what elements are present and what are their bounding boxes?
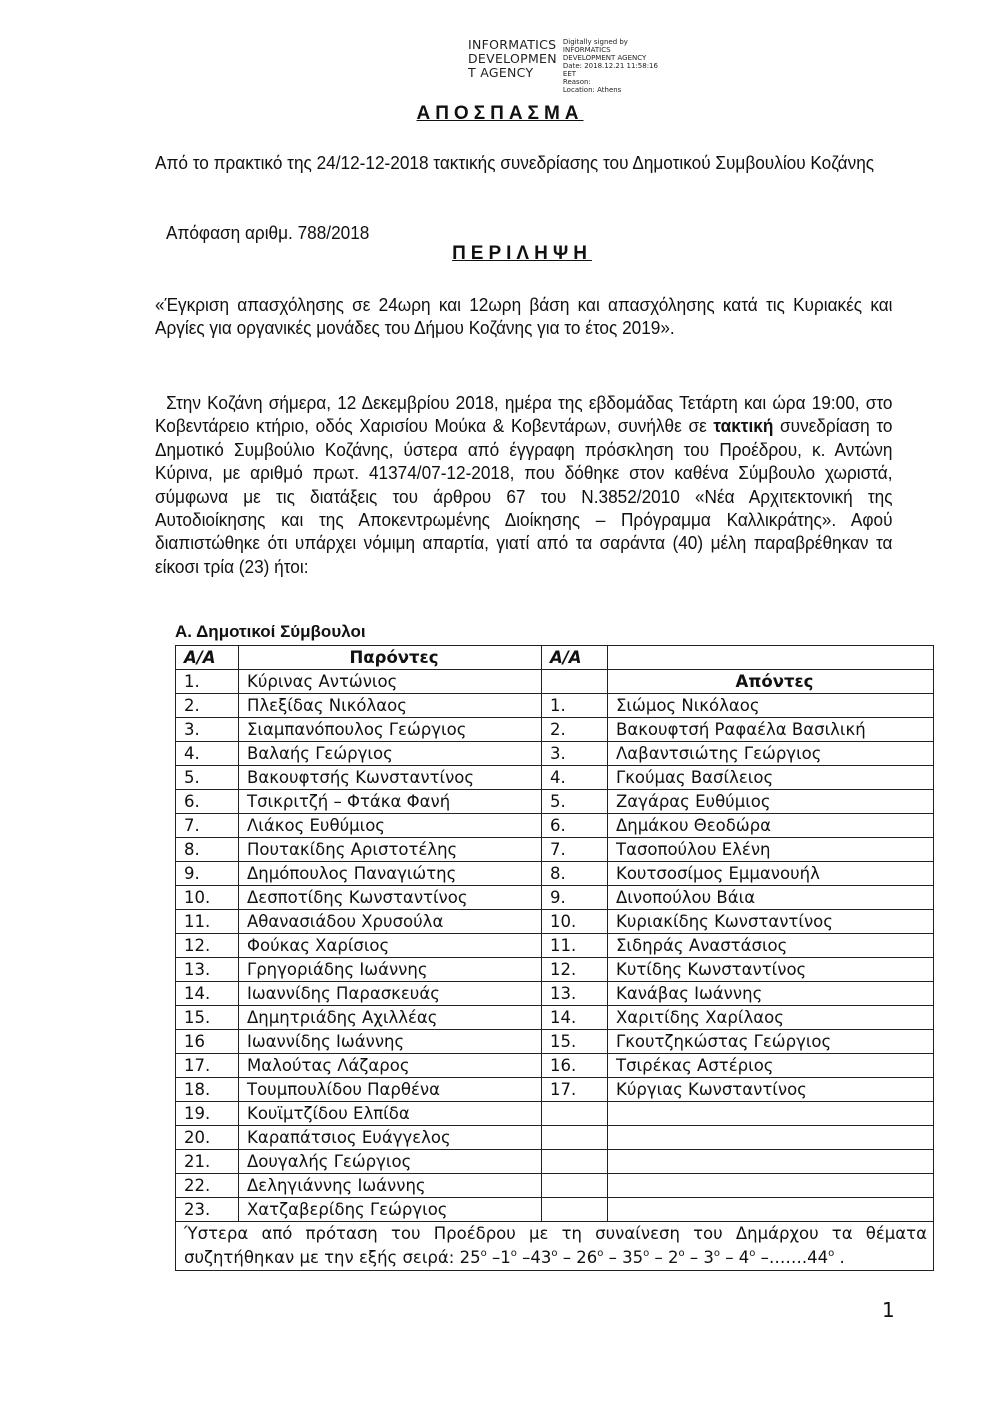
agenda-item-number: 44 bbox=[807, 1248, 829, 1267]
absent-name: Κύργιας Κωνσταντίνος bbox=[608, 1078, 934, 1102]
agenda-separator: – bbox=[486, 1248, 501, 1267]
absent-number: 14. bbox=[542, 1006, 608, 1030]
absent-number: 9. bbox=[542, 886, 608, 910]
meeting-paragraph: Στην Κοζάνη σήμερα, 12 Δεκεμβρίου 2018, ημέρα της εβδομάδας Τετάρτη και ώρα 19:00, στο Κοβεντάρειο κτήριο, οδός Χαρισίου Μούκα & Κοβεντάρων, συνήλθε σε τακτική συνεδρίαση το Δημοτικό Συμβούλιο Κοζάνης, ύστερα από έγγραφη πρόσκληση του Προέδρου, κ. Αντώνη Κύρινα, με αριθμό πρωτ. 41374/07-12-2018, που δόθηκε στον καθένα Σύμβουλο χωριστά, σύμφωνα με τις διατάξεις του άρθρου 67 του Ν.3852/2010 «Νέα Αρχιτεκτονική της Αυτοδιοίκησης και της Αποκεντρωμένης Διοίκησης – Πρόγραμμα Καλλικράτης». Αφού διαπιστώθηκε ότι υπάρχει νόμιμη απαρτία, γιατί από τα σαράντα (40) μέλη παραβρέθηκαν τα είκοσι τρία (23) ήτοι: bbox=[155, 392, 893, 577]
absent-number: 16. bbox=[542, 1054, 608, 1078]
present-name: Πουτακίδης Αριστοτέλης bbox=[239, 838, 542, 862]
absent-number: 5. bbox=[542, 790, 608, 814]
present-number: 15. bbox=[176, 1006, 239, 1030]
agenda-item-number: 1 bbox=[500, 1248, 511, 1267]
absent-name: Γκούμας Βασίλειος bbox=[608, 766, 934, 790]
table-row bbox=[176, 1078, 934, 1102]
present-name: Δουγαλής Γεώργιος bbox=[239, 1150, 542, 1174]
present-number: 9. bbox=[176, 862, 239, 886]
table-row bbox=[176, 1150, 934, 1174]
table-header-row bbox=[176, 646, 934, 670]
present-number: 8. bbox=[176, 838, 239, 862]
absent-number: 3. bbox=[542, 742, 608, 766]
ordinal-marker: ο bbox=[510, 1248, 517, 1259]
absent-name: Χαριτίδης Χαρίλαος bbox=[608, 1006, 934, 1030]
agenda-separator: – bbox=[649, 1248, 668, 1267]
present-name: Γρηγοριάδης Ιωάννης bbox=[239, 958, 542, 982]
council-members-table bbox=[175, 645, 934, 1271]
present-number: 7. bbox=[176, 814, 239, 838]
absent-number: 1. bbox=[542, 694, 608, 718]
present-number: 19. bbox=[176, 1102, 239, 1126]
present-number: 14. bbox=[176, 982, 239, 1006]
absent-number bbox=[542, 1150, 608, 1174]
header-present: Παρόντες bbox=[239, 646, 542, 670]
document-title: ΑΠΟΣΠΑΣΜΑ bbox=[416, 103, 584, 124]
present-number: 10. bbox=[176, 886, 239, 910]
agenda-item-number: 3 bbox=[703, 1248, 714, 1267]
table-row bbox=[176, 1006, 934, 1030]
present-number: 3. bbox=[176, 718, 239, 742]
ordinal-marker: ο bbox=[551, 1248, 558, 1259]
present-number: 11. bbox=[176, 910, 239, 934]
table-row bbox=[176, 1198, 934, 1222]
table-row bbox=[176, 1030, 934, 1054]
absent-number: 13. bbox=[542, 982, 608, 1006]
agenda-separator: – bbox=[719, 1248, 739, 1267]
absent-name bbox=[608, 1174, 934, 1198]
agenda-item-number: 43 bbox=[530, 1248, 552, 1267]
ordinal-marker: ο bbox=[597, 1248, 604, 1259]
table-row bbox=[176, 910, 934, 934]
absent-number: 12. bbox=[542, 958, 608, 982]
absent-name: Δινοπούλου Βάια bbox=[608, 886, 934, 910]
present-number: 6. bbox=[176, 790, 239, 814]
decision-number: Απόφαση αριθμ. 788/2018 bbox=[166, 222, 370, 243]
present-name: Δημόπουλος Παναγιώτης bbox=[239, 862, 542, 886]
present-number: 18. bbox=[176, 1078, 239, 1102]
table-row bbox=[176, 670, 934, 694]
ordinal-marker: ο bbox=[828, 1248, 835, 1259]
absent-number bbox=[542, 670, 608, 694]
present-number: 12. bbox=[176, 934, 239, 958]
absent-number: 8. bbox=[542, 862, 608, 886]
present-name: Βακουφτσής Κωνσταντίνος bbox=[239, 766, 542, 790]
present-name: Φούκας Χαρίσιος bbox=[239, 934, 542, 958]
present-name: Δεσποτίδης Κωνσταντίνος bbox=[239, 886, 542, 910]
absent-number: 10. bbox=[542, 910, 608, 934]
present-number: 20. bbox=[176, 1126, 239, 1150]
present-name: Δημητριάδης Αχιλλέας bbox=[239, 1006, 542, 1030]
absent-name: Κυριακίδης Κωνσταντίνος bbox=[608, 910, 934, 934]
table-row bbox=[176, 982, 934, 1006]
intro-paragraph: Από το πρακτικό της 24/12-12-2018 τακτικής συνεδρίασης του Δημοτικού Συμβουλίου Κοζάνης bbox=[155, 152, 875, 173]
absent-name: Κανάβας Ιωάννης bbox=[608, 982, 934, 1006]
header-aa-present: Α/Α bbox=[176, 646, 239, 670]
table-row bbox=[176, 766, 934, 790]
table-row bbox=[176, 742, 934, 766]
absent-name: Σιώμος Νικόλαος bbox=[608, 694, 934, 718]
present-name: Τουμπουλίδου Παρθένα bbox=[239, 1078, 542, 1102]
absent-number: 11. bbox=[542, 934, 608, 958]
ordinal-marker: ο bbox=[749, 1248, 756, 1259]
page-number: 1 bbox=[882, 1298, 895, 1322]
present-number: 23. bbox=[176, 1198, 239, 1222]
summary-title: ΠΕΡΙΛΗΨΗ bbox=[452, 243, 592, 264]
header-empty bbox=[608, 646, 934, 670]
agenda-item-number: 4 bbox=[738, 1248, 750, 1267]
absent-number bbox=[542, 1102, 608, 1126]
section-title-council: Α. Δημοτικοί Σύμβουλοι bbox=[175, 622, 366, 641]
agenda-separator: – bbox=[603, 1248, 623, 1267]
table-row bbox=[176, 862, 934, 886]
absent-name bbox=[608, 1102, 934, 1126]
ordinal-marker: ο bbox=[480, 1248, 487, 1259]
present-number: 16 bbox=[176, 1030, 239, 1054]
present-name: Σιαμπανόπουλος Γεώργιος bbox=[239, 718, 542, 742]
table-row bbox=[176, 718, 934, 742]
present-name: Ιωαννίδης Παρασκευάς bbox=[239, 982, 542, 1006]
signature-organization: INFORMATICS DEVELOPMEN T AGENCY bbox=[468, 37, 557, 80]
absent-name bbox=[608, 1198, 934, 1222]
agenda-item-number: 26 bbox=[576, 1248, 598, 1267]
present-number: 13. bbox=[176, 958, 239, 982]
table-row bbox=[176, 790, 934, 814]
agenda-separator: – bbox=[516, 1248, 531, 1267]
present-name: Αθανασιάδου Χρυσούλα bbox=[239, 910, 542, 934]
agenda-order-note bbox=[176, 1222, 934, 1271]
present-number: 17. bbox=[176, 1054, 239, 1078]
agenda-item-number: 25 bbox=[459, 1248, 481, 1267]
ordinal-marker: ο bbox=[678, 1248, 685, 1259]
present-name: Τσικριτζή – Φτάκα Φανή bbox=[239, 790, 542, 814]
present-name: Καραπάτσιος Ευάγγελος bbox=[239, 1126, 542, 1150]
absent-name: Τσιρέκας Αστέριος bbox=[608, 1054, 934, 1078]
summary-text: «Έγκριση απασχόλησης σε 24ωρη και 12ωρη βάση και απασχόλησης κατά τις Κυριακές και Αργίες για οργανικές μονάδες του Δήμου Κοζάνης για το έτος 2019». bbox=[155, 294, 893, 339]
present-number: 5. bbox=[176, 766, 239, 790]
absent-name: Λαβαντσιώτης Γεώργιος bbox=[608, 742, 934, 766]
present-name: Δεληγιάννης Ιωάννης bbox=[239, 1174, 542, 1198]
absent-number bbox=[542, 1174, 608, 1198]
present-name: Κύρινας Αντώνιος bbox=[239, 670, 542, 694]
absent-name: Κυτίδης Κωνσταντίνος bbox=[608, 958, 934, 982]
absent-name: Γκουτζηκώστας Γεώργιος bbox=[608, 1030, 934, 1054]
table-row bbox=[176, 1102, 934, 1126]
absent-number: 2. bbox=[542, 718, 608, 742]
present-number: 4. bbox=[176, 742, 239, 766]
present-number: 21. bbox=[176, 1150, 239, 1174]
present-number: 2. bbox=[176, 694, 239, 718]
table-footer-row bbox=[176, 1222, 934, 1271]
absent-name bbox=[608, 1150, 934, 1174]
absent-number: 17. bbox=[542, 1078, 608, 1102]
table-row bbox=[176, 934, 934, 958]
header-aa-absent: Α/Α bbox=[542, 646, 608, 670]
present-name: Πλεξίδας Νικόλαος bbox=[239, 694, 542, 718]
table-row bbox=[176, 1054, 934, 1078]
absent-number: 4. bbox=[542, 766, 608, 790]
absent-number: 15. bbox=[542, 1030, 608, 1054]
absent-name: Ζαγάρας Ευθύμιος bbox=[608, 790, 934, 814]
absent-name: Κουτσοσίμος Εμμανουήλ bbox=[608, 862, 934, 886]
present-name: Μαλούτας Λάζαρος bbox=[239, 1054, 542, 1078]
absent-name: Τασοπούλου Ελένη bbox=[608, 838, 934, 862]
present-name: Χατζαβερίδης Γεώργιος bbox=[239, 1198, 542, 1222]
absent-number bbox=[542, 1126, 608, 1150]
absent-number bbox=[542, 1198, 608, 1222]
digital-signature bbox=[468, 38, 658, 94]
agenda-item-number: 2 bbox=[667, 1248, 679, 1267]
table-row bbox=[176, 1126, 934, 1150]
agenda-order-text: Ύστερα από πρόταση του Προέδρου με τη συναίνεση του Δημάρχου τα θέματα συζητήθηκαν με την εξής σειρά: bbox=[184, 1224, 927, 1267]
header-absent: Απόντες bbox=[608, 670, 934, 694]
table-row bbox=[176, 1174, 934, 1198]
agenda-item-number: 35 bbox=[622, 1248, 644, 1267]
table-row bbox=[176, 694, 934, 718]
present-name: Λιάκος Ευθύμιος bbox=[239, 814, 542, 838]
ordinal-marker: ο bbox=[713, 1248, 720, 1259]
ordinal-marker: ο bbox=[643, 1248, 650, 1259]
agenda-separator: . bbox=[834, 1248, 845, 1267]
table-row bbox=[176, 886, 934, 910]
present-name: Ιωαννίδης Ιωάννης bbox=[239, 1030, 542, 1054]
absent-number: 7. bbox=[542, 838, 608, 862]
table-row bbox=[176, 814, 934, 838]
present-name: Κουϊμτζίδου Ελπίδα bbox=[239, 1102, 542, 1126]
agenda-separator: –……. bbox=[755, 1248, 808, 1267]
present-name: Βαλαής Γεώργιος bbox=[239, 742, 542, 766]
absent-name: Σιδηράς Αναστάσιος bbox=[608, 934, 934, 958]
agenda-separator: – bbox=[684, 1248, 704, 1267]
table-row bbox=[176, 838, 934, 862]
absent-name: Βακουφτσή Ραφαέλα Βασιλική bbox=[608, 718, 934, 742]
present-number: 22. bbox=[176, 1174, 239, 1198]
absent-number: 6. bbox=[542, 814, 608, 838]
signature-metadata: Digitally signed by INFORMATICS DEVELOPMENT AGENCY Date: 2018.12.21 11:58:16 EET Reason: Location: Athens bbox=[562, 38, 658, 94]
agenda-separator: – bbox=[557, 1248, 577, 1267]
present-number: 1. bbox=[176, 670, 239, 694]
absent-name: Δημάκου Θεοδώρα bbox=[608, 814, 934, 838]
table-row bbox=[176, 958, 934, 982]
absent-name bbox=[608, 1126, 934, 1150]
